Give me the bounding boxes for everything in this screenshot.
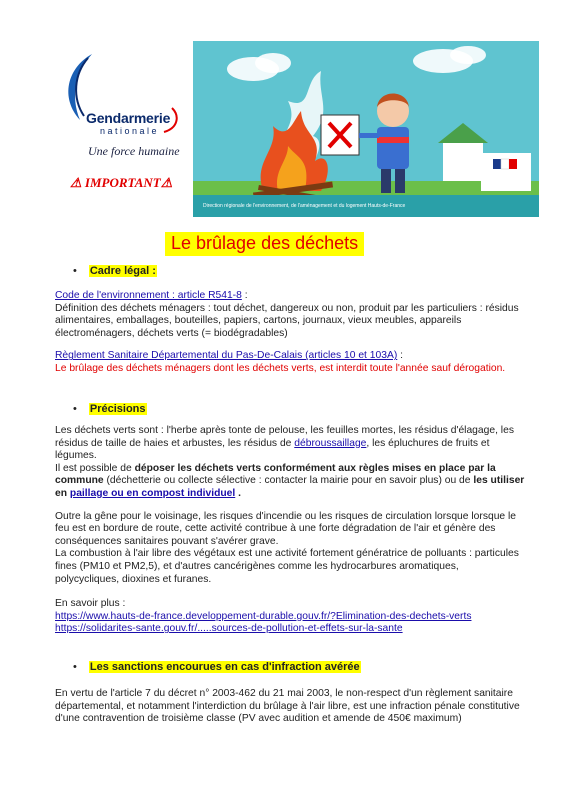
paillage-compost-link[interactable]: paillage ou en compost individuel [69,487,236,499]
definition-text: Définition des déchets ménagers : tout déchet, dangereux ou non, produit par les particuliers : résidus alimentaires, emballages, bouteilles, papiers, cartons, journaux, vieux meubles, appareils électroménagers, déchets verts (= biodégradables) [55,302,519,339]
link-suffix: : [397,350,403,362]
text-span: Les déchets verts sont : l'herbe après tonte de pelouse, les feuilles mortes, les résidus d'élagage, les résidus de taille de haies et arbustes, les résidus de [55,425,514,449]
bullet-icon: • [73,403,77,415]
text-span: (déchetterie ou collecte sélective : contacter la mairie pour en savoir plus) ou de [103,475,474,487]
solidarites-sante-link[interactable]: https://solidarites-sante.gouv.fr/.....sources-de-pollution-et-effets-sur-la-sante [55,623,403,635]
burning-illustration-icon [193,41,539,217]
text-span: Il est possible de [55,462,135,474]
code-environnement-link[interactable]: Code de l'environnement : article R541-8 [55,290,242,301]
link-suffix: : [241,290,248,301]
reglement-sanitaire-link[interactable]: Règlement Sanitaire Départemental du Pas-De-Calais (articles 10 et 103A) [55,350,398,362]
bold-span: déposer les déchets verts conformément aux règles mises en place par la commune [55,462,496,487]
page-title: Le brûlage des déchets [165,232,364,256]
text-span: , les épluchures de fruits et légumes. [55,437,490,462]
section-heading: Précisions [89,403,146,415]
illustration-caption: Direction régionale de l'environnement, de l'aménagement et du logement Hauts-de-France [193,195,539,217]
gene-paragraph: Outre la gêne pour le voisinage, les risques d'incendie ou les risques de circulation lorsque lorsque le feu est en bordure de route, cette activité contribue à une forte dégradation de l'air et génère des conséquences sanitaires pouvant s'avérer grave. [55,510,517,547]
more-label: En savoir plus : [55,598,126,610]
bold-span: les utiliser en [55,475,525,499]
bullet-icon: • [73,265,77,277]
logo-subtitle: nationale [100,126,160,136]
logo-name: Gendarmerie [86,110,171,126]
section-sanctions-heading [73,661,361,673]
gendarmerie-logo [52,48,192,178]
section-precisions-body [55,425,525,636]
section-heading: Les sanctions encourues en cas d'infraction avérée [89,661,360,673]
hauts-de-france-link[interactable]: https://www.hauts-de-france.developpement-durable.gouv.fr/?Elimination-des-dechets-verts [55,610,472,622]
bullet-icon: • [73,661,77,673]
combustion-paragraph: La combustion à l'air libre des végétaux est une activité fortement génératrice de polluants : particules fines (PM10 et PM2,5), et d'autres cancérigènes comme les hydrocarbures aromatiques, polycycliques, dioxines et furanes. [55,548,519,585]
section-cadre-legal-body [55,290,525,376]
debroussaillage-link[interactable]: débroussaillage [294,437,367,449]
dechets-verts-paragraph [55,425,525,463]
section-precisions-heading [73,403,147,415]
section-cadre-legal-heading [73,265,157,277]
logo-motto: Une force humaine [88,144,180,158]
header-illustration [193,41,539,217]
depot-paragraph [55,463,525,501]
important-label: ⚠ IMPORTANT⚠ [70,175,173,190]
section-sanctions-body: En vertu de l'article 7 du décret n° 2003-462 du 21 mai 2003, le non-respect d'un règlement sanitaire départemental, et notamment l'interdiction du brûlage à l'air libre, est une infraction pénale constitutive d'une contravention de troisième classe (PV avec audition et amende de 450€ maximum) [55,688,520,725]
text-span: . [235,487,241,499]
interdiction-text: Le brûlage des déchets ménagers dont les déchets verts, est interdit toute l'année sauf dérogation. [55,362,506,374]
section-heading: Cadre légal : [89,265,156,277]
